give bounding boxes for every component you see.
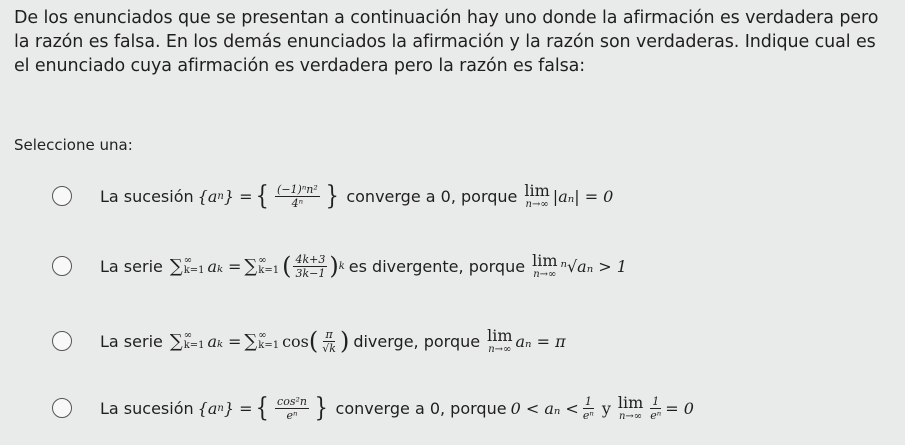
option-text: La serie ∑ ∞ k=1 aₖ = ∑ ∞ k=1 ( $\frac{4k+3}{3k-1}$ ) k es divergente, porque lim n→∞ ⁿ√aₙ > 1: [100, 250, 627, 280]
radio-button[interactable]: [52, 331, 72, 351]
question-text: De los enunciados que se presentan a continuación hay uno donde la afirmación es verdadera pero la razón es falsa. En los demás enunciados la afirmación y la razón son verdaderas. Indique cual es el enunciado cuya afirmación es verdadera pero la razón es falsa:: [14, 8, 879, 76]
option-c[interactable]: [52, 321, 566, 361]
math-series: ∑ ∞ k=1 aₖ = ∑ ∞ k=1 cos ( $\frac{\pi}{√k}$ ): [169, 327, 350, 355]
radio-button[interactable]: [52, 256, 72, 276]
option-b[interactable]: [52, 246, 627, 286]
fraction: $\frac{\pi}{√k}$: [322, 327, 336, 355]
option-d[interactable]: [52, 388, 694, 428]
math-inequality: 0 < aₙ < $\frac{1}{\text{eⁿ}}$ y lim n→∞ $\frac{1}{\text{eⁿ}}$ = 0: [510, 392, 694, 422]
math-limit: lim n→∞ aₙ = π: [487, 325, 566, 355]
math-limit: lim n→∞ ⁿ√aₙ > 1: [532, 250, 627, 280]
option-a[interactable]: [52, 176, 613, 216]
radio-button[interactable]: [52, 186, 72, 206]
math-sequence: {a n } = { $\frac{\text{cos²n}}{\text{eⁿ}}$ }: [197, 393, 328, 423]
fraction: $\frac{1}{\text{eⁿ}}$: [582, 394, 594, 422]
select-prompt: Seleccione una:: [14, 136, 133, 154]
option-text: La serie ∑ ∞ k=1 aₖ = ∑ ∞ k=1 cos ( $\frac{\pi}{√k}$ ) diverge, porque lim n→∞ aₙ = π: [100, 325, 566, 355]
fraction: $\frac{\text{cos²n}}{\text{eⁿ}}$: [277, 394, 307, 422]
fraction: $\frac{1}{\text{eⁿ}}$: [650, 394, 662, 422]
math-series: ∑ ∞ k=1 aₖ = ∑ ∞ k=1 ( $\frac{4k+3}{3k-1}$ ) k: [169, 252, 345, 280]
option-text: La sucesión {a n } = { $\frac{\text{(−1)ⁿn²}}{\text{4ⁿ}}$ } converge a 0, porque lim n→∞ |aₙ| = 0: [100, 180, 614, 211]
radio-button[interactable]: [52, 398, 72, 418]
option-text: La sucesión {a n } = { $\frac{\text{cos²n}}{\text{eⁿ}}$ } converge a 0, porque 0 < aₙ < $\frac{1}{\text{eⁿ}}$ y lim n→∞ $\frac{1}{\text{eⁿ}}$ = 0: [100, 392, 694, 423]
fraction: $\frac{4k+3}{3k-1}$: [295, 252, 326, 280]
math-sequence: {a n } = { $\frac{\text{(−1)ⁿn²}}{\text{4ⁿ}}$ }: [197, 181, 339, 211]
fraction: $\frac{\text{(−1)ⁿn²}}{\text{4ⁿ}}$: [277, 182, 318, 210]
math-limit: lim n→∞ |aₙ| = 0: [524, 180, 614, 210]
